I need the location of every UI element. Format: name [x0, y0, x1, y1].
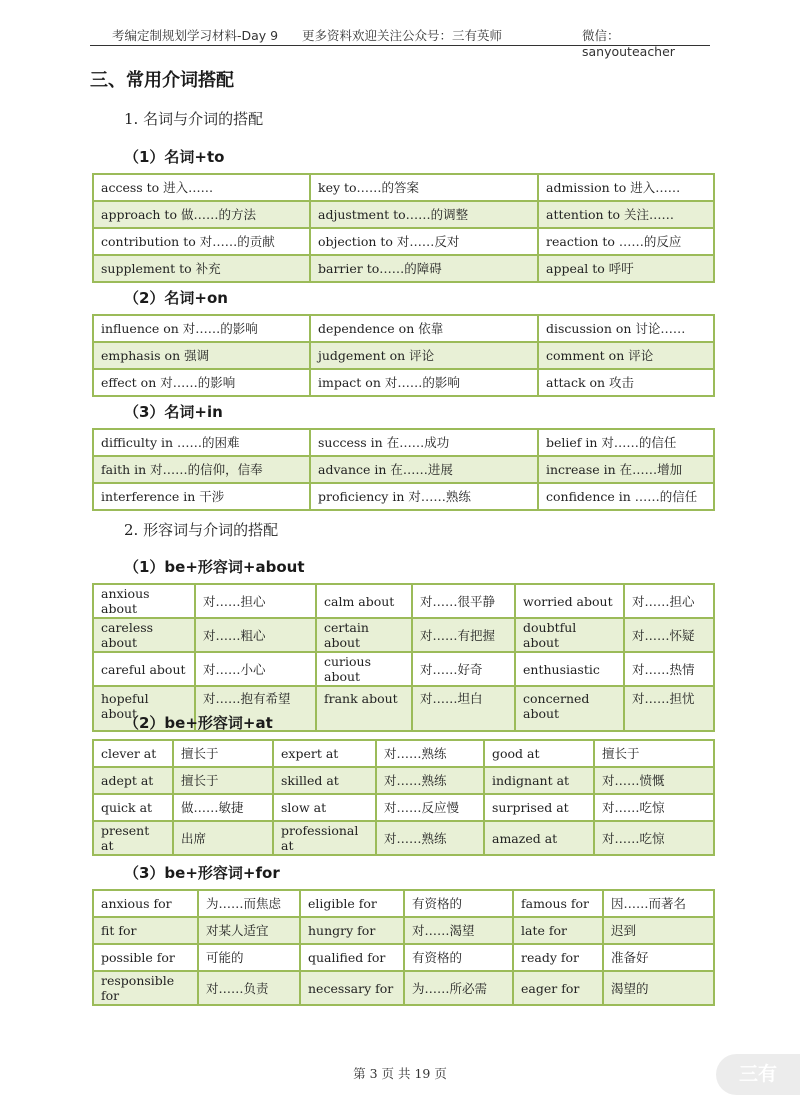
- table-cell: amazed at: [484, 821, 594, 855]
- table-cell: 对……小心: [195, 652, 316, 686]
- table-cell: professional at: [273, 821, 376, 855]
- table-row: [93, 917, 714, 944]
- table-cell: 对……怀疑: [624, 618, 714, 652]
- noun-to-table: [92, 173, 715, 283]
- table-cell: eager for: [513, 971, 603, 1005]
- table-cell: attack on 攻击: [538, 369, 714, 396]
- table-cell: 渴望的: [603, 971, 714, 1005]
- table-cell: 对……吃惊: [594, 794, 714, 821]
- table-row: [93, 584, 714, 618]
- table-cell: 迟到: [603, 917, 714, 944]
- table-row: [93, 342, 714, 369]
- table-cell: access to 进入……: [93, 174, 310, 201]
- table-cell: 对……坦白: [412, 686, 515, 731]
- adj-for-title: （3）be+形容词+for: [124, 864, 280, 882]
- table-cell: advance in 在……进展: [310, 456, 538, 483]
- table-row: [93, 255, 714, 282]
- table-row: [93, 228, 714, 255]
- table-cell: surprised at: [484, 794, 594, 821]
- table-cell: indignant at: [484, 767, 594, 794]
- table-cell: hungry for: [300, 917, 404, 944]
- table-cell: 对……熟练: [376, 740, 484, 767]
- section-title: 三、常用介词搭配: [90, 70, 234, 91]
- table-cell: influence on 对……的影响: [93, 315, 310, 342]
- table-cell: 可能的: [198, 944, 300, 971]
- table-cell: 对……有把握: [412, 618, 515, 652]
- table-cell: approach to 做……的方法: [93, 201, 310, 228]
- table-cell: 出席: [173, 821, 273, 855]
- table-cell: judgement on 评论: [310, 342, 538, 369]
- table-cell: 对……熟练: [376, 821, 484, 855]
- table-cell: necessary for: [300, 971, 404, 1005]
- table-cell: faith in 对……的信仰，信奉: [93, 456, 310, 483]
- table-cell: success in 在……成功: [310, 429, 538, 456]
- table-cell: effect on 对……的影响: [93, 369, 310, 396]
- table-cell: dependence on 依靠: [310, 315, 538, 342]
- table-cell: 对……担心: [624, 584, 714, 618]
- table-cell: 对某人适宜: [198, 917, 300, 944]
- adj-at-title: （2）be+形容词+at: [124, 714, 273, 732]
- table-cell: 对……粗心: [195, 618, 316, 652]
- table-row: [93, 971, 714, 1005]
- table-row: [93, 369, 714, 396]
- table-cell: 对……反应慢: [376, 794, 484, 821]
- table-cell: interference in 干涉: [93, 483, 310, 510]
- table-cell: enthusiastic: [515, 652, 624, 686]
- table-row: [93, 618, 714, 652]
- table-cell: possible for: [93, 944, 198, 971]
- table-row: [93, 794, 714, 821]
- table-cell: concerned about: [515, 686, 624, 731]
- table-cell: discussion on 讨论……: [538, 315, 714, 342]
- part2-title: 2. 形容词与介词的搭配: [124, 521, 279, 539]
- noun-in-title: （3）名词+in: [124, 403, 223, 421]
- table-cell: ready for: [513, 944, 603, 971]
- table-cell: increase in 在……增加: [538, 456, 714, 483]
- adj-at-table: [92, 739, 715, 856]
- table-cell: quick at: [93, 794, 173, 821]
- table-cell: curious about: [316, 652, 412, 686]
- table-row: [93, 767, 714, 794]
- table-cell: 准备好: [603, 944, 714, 971]
- table-cell: qualified for: [300, 944, 404, 971]
- table-cell: 对……担忧: [624, 686, 714, 731]
- watermark-logo: 三有: [716, 1054, 800, 1095]
- table-cell: belief in 对……的信任: [538, 429, 714, 456]
- table-cell: barrier to……的障碍: [310, 255, 538, 282]
- table-cell: impact on 对……的影响: [310, 369, 538, 396]
- table-cell: 擅长于: [173, 740, 273, 767]
- table-cell: 因……而著名: [603, 890, 714, 917]
- table-cell: 有资格的: [404, 944, 513, 971]
- table-cell: doubtful about: [515, 618, 624, 652]
- header-left: 考编定制规划学习材料-Day 9: [112, 28, 279, 43]
- table-cell: difficulty in ……的困难: [93, 429, 310, 456]
- table-row: [93, 174, 714, 201]
- adj-about-title: （1）be+形容词+about: [124, 558, 305, 576]
- table-cell: appeal to 呼吁: [538, 255, 714, 282]
- table-cell: 为……所必需: [404, 971, 513, 1005]
- adj-for-table: [92, 889, 715, 1006]
- table-cell: responsible for: [93, 971, 198, 1005]
- table-cell: expert at: [273, 740, 376, 767]
- table-cell: 为……而焦虑: [198, 890, 300, 917]
- table-cell: anxious about: [93, 584, 195, 618]
- table-cell: careless about: [93, 618, 195, 652]
- table-cell: 有资格的: [404, 890, 513, 917]
- table-cell: 做……敏捷: [173, 794, 273, 821]
- table-row: [93, 429, 714, 456]
- table-cell: 对……很平静: [412, 584, 515, 618]
- table-cell: contribution to 对……的贡献: [93, 228, 310, 255]
- noun-on-table: [92, 314, 715, 397]
- table-cell: eligible for: [300, 890, 404, 917]
- header-middle: 更多资料欢迎关注公众号：三有英师: [302, 28, 503, 43]
- table-cell: careful about: [93, 652, 195, 686]
- table-cell: 对……熟练: [376, 767, 484, 794]
- table-cell: good at: [484, 740, 594, 767]
- page-header: [90, 26, 710, 59]
- table-cell: slow at: [273, 794, 376, 821]
- table-row: [93, 201, 714, 228]
- table-cell: hopeful about: [93, 686, 195, 731]
- table-cell: worried about: [515, 584, 624, 618]
- table-cell: 对……吃惊: [594, 821, 714, 855]
- table-cell: key to……的答案: [310, 174, 538, 201]
- table-cell: frank about: [316, 686, 412, 731]
- table-cell: present at: [93, 821, 173, 855]
- table-cell: reaction to ……的反应: [538, 228, 714, 255]
- table-cell: 对……愤慨: [594, 767, 714, 794]
- table-cell: clever at: [93, 740, 173, 767]
- table-cell: certain about: [316, 618, 412, 652]
- table-cell: attention to 关注……: [538, 201, 714, 228]
- table-row: [93, 740, 714, 767]
- table-cell: adept at: [93, 767, 173, 794]
- header-right: 微信：sanyouteacher: [582, 28, 675, 59]
- table-cell: 对……抱有希望: [195, 686, 316, 731]
- table-cell: 擅长于: [173, 767, 273, 794]
- table-cell: 对……担心: [195, 584, 316, 618]
- table-row: [93, 821, 714, 855]
- table-cell: adjustment to……的调整: [310, 201, 538, 228]
- noun-in-table: [92, 428, 715, 511]
- table-cell: 对……热情: [624, 652, 714, 686]
- table-cell: calm about: [316, 584, 412, 618]
- table-row: [93, 890, 714, 917]
- page-number: 第 3 页 共 19 页: [353, 1066, 447, 1081]
- noun-on-title: （2）名词+on: [124, 289, 228, 307]
- table-cell: 对……渴望: [404, 917, 513, 944]
- table-cell: admission to 进入……: [538, 174, 714, 201]
- table-cell: 对……好奇: [412, 652, 515, 686]
- table-row: [93, 456, 714, 483]
- table-cell: 擅长于: [594, 740, 714, 767]
- table-row: [93, 483, 714, 510]
- table-cell: confidence in ……的信任: [538, 483, 714, 510]
- adj-about-table: [92, 583, 715, 732]
- table-cell: comment on 评论: [538, 342, 714, 369]
- table-row: [93, 315, 714, 342]
- part1-title: 1. 名词与介词的搭配: [124, 110, 264, 128]
- table-cell: famous for: [513, 890, 603, 917]
- table-row: [93, 652, 714, 686]
- noun-to-title: （1）名词+to: [124, 148, 225, 166]
- table-cell: fit for: [93, 917, 198, 944]
- table-cell: emphasis on 强调: [93, 342, 310, 369]
- table-cell: late for: [513, 917, 603, 944]
- table-cell: objection to 对……反对: [310, 228, 538, 255]
- table-row: [93, 944, 714, 971]
- table-cell: proficiency in 对……熟练: [310, 483, 538, 510]
- table-cell: 对……负责: [198, 971, 300, 1005]
- table-cell: anxious for: [93, 890, 198, 917]
- table-cell: supplement to 补充: [93, 255, 310, 282]
- table-cell: skilled at: [273, 767, 376, 794]
